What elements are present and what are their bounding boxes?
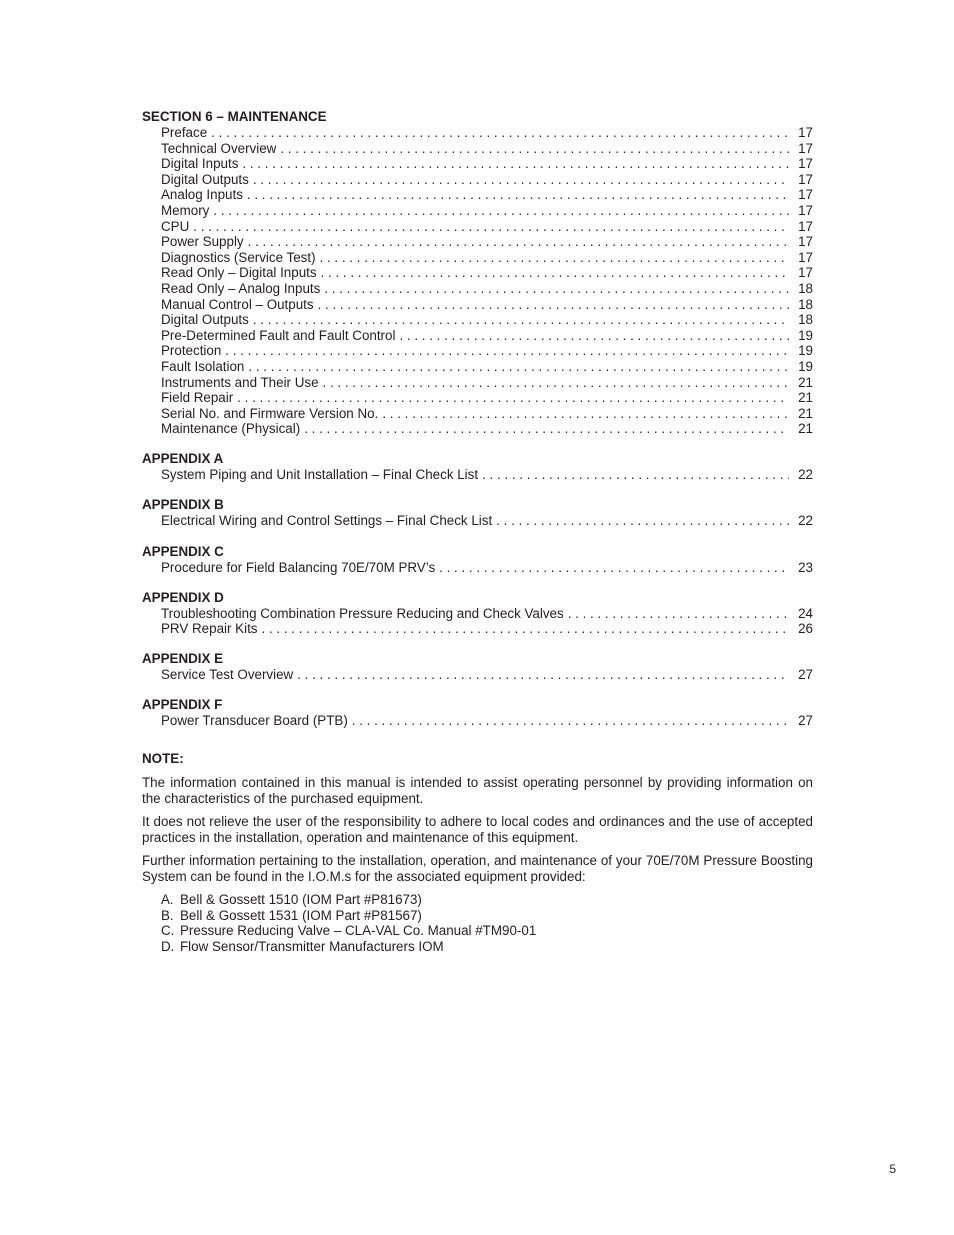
dot-leader <box>237 390 789 406</box>
toc-entry-title: Power Transducer Board (PTB) <box>161 713 348 729</box>
toc-entry <box>142 297 813 313</box>
toc-entry-page: 17 <box>798 171 813 187</box>
toc-entry-title: PRV Repair Kits <box>161 621 258 637</box>
dot-leader <box>382 406 789 422</box>
list-item <box>161 923 813 939</box>
toc-entry-title: Digital Inputs <box>161 156 239 172</box>
toc-entry-title: Analog Inputs <box>161 187 243 203</box>
dot-leader <box>248 359 789 375</box>
toc-entry-title: Serial No. and Firmware Version No. <box>161 405 379 421</box>
toc-entry-page: 24 <box>798 605 813 621</box>
toc-entry-title: Digital Outputs <box>161 312 249 328</box>
toc-entry <box>142 328 813 344</box>
toc-entry <box>142 250 813 266</box>
toc-entry-title: Memory <box>161 202 210 218</box>
toc-entry-title: Power Supply <box>161 234 244 250</box>
section-heading: APPENDIX B <box>142 497 224 513</box>
toc-entry-page: 27 <box>798 713 813 729</box>
list-marker: B. <box>161 907 174 923</box>
toc-entry-page: 17 <box>798 125 813 140</box>
dot-leader <box>253 172 789 188</box>
list-item <box>161 939 813 955</box>
toc-entry-title: Protection <box>161 343 222 359</box>
dot-leader <box>193 219 789 235</box>
toc-section <box>142 544 813 576</box>
toc-entry-page: 21 <box>798 421 813 437</box>
toc-entry <box>142 513 813 529</box>
toc-entry-page: 18 <box>798 296 813 312</box>
toc-entry <box>142 156 813 172</box>
list-item-text: Bell & Gossett 1531 (IOM Part #P81567) <box>180 907 422 923</box>
toc-section <box>142 590 813 637</box>
dot-leader <box>399 328 789 344</box>
toc-entry-title: Maintenance (Physical) <box>161 421 301 437</box>
dot-leader <box>242 156 789 172</box>
toc-entry-page: 17 <box>798 265 813 281</box>
toc-entry-title: Troubleshooting Combination Pressure Reducing and Check Valves <box>161 605 564 621</box>
toc-entry-page: 19 <box>798 327 813 343</box>
dot-leader <box>496 513 789 529</box>
toc-entry-page: 21 <box>798 374 813 390</box>
toc-entry-page: 17 <box>798 140 813 156</box>
toc-entry <box>142 234 813 250</box>
toc-entry <box>142 172 813 188</box>
list-item <box>161 908 813 924</box>
toc-entry-title: Procedure for Field Balancing 70E/70M PRV’s <box>161 559 436 575</box>
list-item-text: Bell & Gossett 1510 (IOM Part #P81673) <box>180 892 422 908</box>
document-body <box>142 109 813 954</box>
note-heading: NOTE: <box>142 751 184 767</box>
toc-entry <box>142 219 813 235</box>
toc-entry-title: Instruments and Their Use <box>161 374 319 390</box>
toc-entry <box>142 713 813 729</box>
dot-leader <box>318 297 789 313</box>
toc-entry-page: 22 <box>798 467 813 483</box>
toc-entry <box>142 187 813 203</box>
toc-entry <box>142 312 813 328</box>
dot-leader <box>253 312 789 328</box>
toc-section <box>142 109 813 437</box>
toc-entry <box>142 343 813 359</box>
section-heading: APPENDIX A <box>142 451 224 467</box>
section-heading: APPENDIX E <box>142 651 224 667</box>
toc-entry <box>142 606 813 622</box>
toc-entry-title: Field Repair <box>161 390 234 406</box>
toc-entry-title: Read Only – Digital Inputs <box>161 265 317 281</box>
toc-entry-title: Preface <box>161 125 208 140</box>
toc-entry-page: 22 <box>798 513 813 529</box>
dot-leader <box>304 421 789 437</box>
toc-entry <box>142 621 813 637</box>
toc-entry-title: CPU <box>161 218 190 234</box>
toc-entry-page: 21 <box>798 405 813 421</box>
dot-leader <box>247 187 789 203</box>
dot-leader <box>248 234 789 250</box>
section-heading: APPENDIX C <box>142 543 224 559</box>
toc-entry <box>142 281 813 297</box>
list-marker: A. <box>161 892 174 908</box>
toc-section <box>142 651 813 683</box>
toc-entry-page: 19 <box>798 358 813 374</box>
toc-section <box>142 697 813 729</box>
table-of-contents <box>142 109 813 729</box>
note-paragraph: It does not relieve the user of the responsibility to adhere to local codes and ordinances and the use of accepted practices in the installation, operation and maintenance of this equipment. <box>142 814 813 846</box>
dot-leader <box>297 667 789 683</box>
toc-entry-title: Fault Isolation <box>161 358 245 374</box>
note-paragraph: The information contained in this manual is intended to assist operating personnel by providing information on the characteristics of the purchased equipment. <box>142 775 813 807</box>
list-item <box>161 892 813 908</box>
toc-entry-page: 17 <box>798 202 813 218</box>
dot-leader <box>321 265 789 281</box>
toc-entry <box>142 359 813 375</box>
toc-entry-title: Digital Outputs <box>161 171 249 187</box>
list-marker: C. <box>161 923 175 939</box>
toc-entry-page: 21 <box>798 390 813 406</box>
dot-leader <box>324 281 789 297</box>
page-number: 5 <box>889 1162 896 1176</box>
toc-entry-page: 17 <box>798 234 813 250</box>
dot-leader <box>482 467 789 483</box>
toc-entry <box>142 406 813 422</box>
section-heading: SECTION 6 – MAINTENANCE <box>142 109 327 124</box>
dot-leader <box>225 343 789 359</box>
toc-section <box>142 497 813 529</box>
toc-section <box>142 451 813 483</box>
toc-entry-title: Electrical Wiring and Control Settings – Final Check List <box>161 513 493 529</box>
toc-entry-title: Technical Overview <box>161 140 277 156</box>
toc-entry-page: 26 <box>798 621 813 637</box>
dot-leader <box>211 125 789 141</box>
toc-entry-page: 19 <box>798 343 813 359</box>
toc-entry <box>142 265 813 281</box>
dot-leader <box>568 606 789 622</box>
dot-leader <box>323 375 789 391</box>
toc-entry <box>142 203 813 219</box>
toc-entry-page: 18 <box>798 312 813 328</box>
toc-entry-title: Diagnostics (Service Test) <box>161 249 316 265</box>
dot-leader <box>439 560 789 576</box>
toc-entry-title: System Piping and Unit Installation – Final Check List <box>161 467 479 483</box>
section-heading: APPENDIX D <box>142 589 224 605</box>
dot-leader <box>280 141 789 157</box>
toc-entry <box>142 467 813 483</box>
toc-entry-page: 27 <box>798 667 813 683</box>
dot-leader <box>213 203 789 219</box>
toc-entry-title: Service Test Overview <box>161 667 294 683</box>
dot-leader <box>320 250 789 266</box>
toc-entry-page: 17 <box>798 156 813 172</box>
toc-entry <box>142 125 813 141</box>
toc-entry <box>142 375 813 391</box>
toc-entry-page: 17 <box>798 249 813 265</box>
toc-entry <box>142 141 813 157</box>
toc-entry-page: 18 <box>798 280 813 296</box>
toc-entry-title: Read Only – Analog Inputs <box>161 280 321 296</box>
toc-entry <box>142 560 813 576</box>
equipment-list <box>142 892 813 954</box>
list-item-text: Pressure Reducing Valve – CLA-VAL Co. Manual #TM90-01 <box>180 923 537 939</box>
note-section <box>142 751 813 954</box>
toc-entry <box>142 421 813 437</box>
note-paragraph: Further information pertaining to the installation, operation, and maintenance of your 70E/70M Pressure Boosting System can be found in the I.O.M.s for the associated equipment provided: <box>142 853 813 885</box>
toc-entry-page: 17 <box>798 187 813 203</box>
list-item-text: Flow Sensor/Transmitter Manufacturers IOM <box>180 938 444 954</box>
section-heading: APPENDIX F <box>142 697 223 713</box>
toc-entry-title: Manual Control – Outputs <box>161 296 314 312</box>
toc-entry-page: 17 <box>798 218 813 234</box>
dot-leader <box>352 713 789 729</box>
toc-entry-title: Pre-Determined Fault and Fault Control <box>161 327 396 343</box>
list-marker: D. <box>161 938 175 954</box>
dot-leader <box>262 621 789 637</box>
toc-entry <box>142 667 813 683</box>
toc-entry-page: 23 <box>798 559 813 575</box>
toc-entry <box>142 390 813 406</box>
